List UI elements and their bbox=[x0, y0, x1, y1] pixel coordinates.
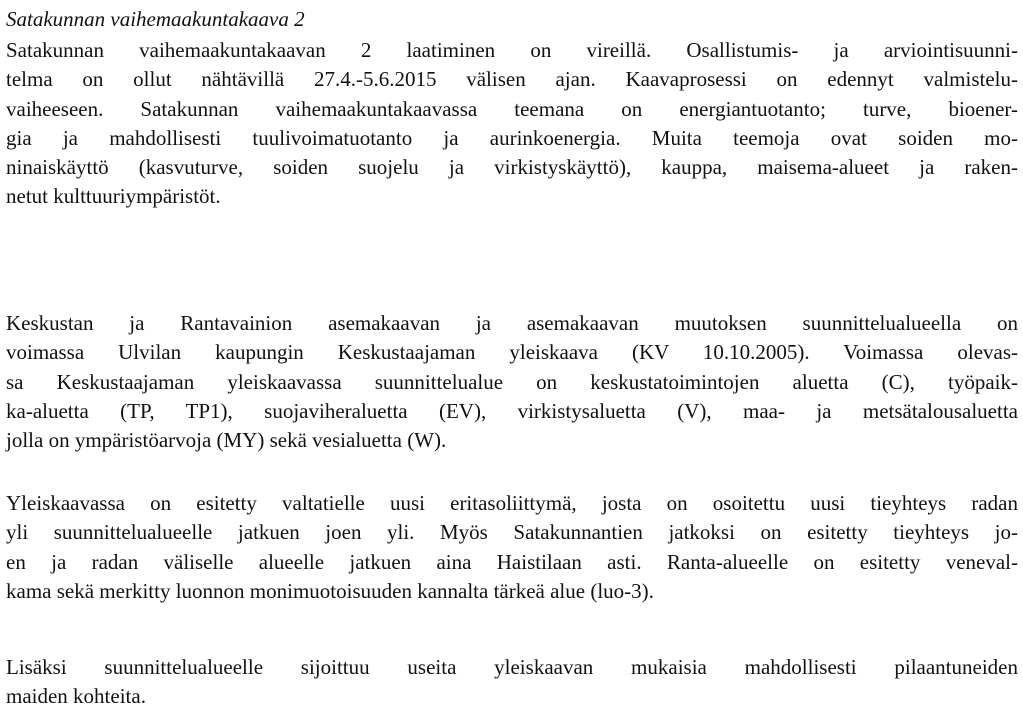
paragraph-tieyhteydet bbox=[6, 489, 1018, 606]
text-line: kama sekä merkitty luonnon monimuotoisuuden kannalta tärkeä alue (luo-3). bbox=[6, 578, 654, 603]
text-line: en ja radan väliselle alueelle jatkuen aina Haistilaan asti. Ranta-alueelle on esitetty veneval- bbox=[6, 549, 1018, 574]
text-line: voimassa Ulvilan kaupungin Keskustaajaman yleiskaava (KV 10.10.2005). Voimassa olevas- bbox=[6, 340, 1018, 365]
text-line: ninaiskäyttö (kasvuturve, soiden suojelu ja virkistyskäyttö), kauppa, maisema-alueet ja raken- bbox=[6, 155, 1018, 180]
text-line: ka-aluetta (TP, TP1), suojaviheraluetta (EV), virkistysaluetta (V), maa- ja metsätalousaluetta bbox=[6, 398, 1018, 423]
paragraph-yleiskaava bbox=[6, 309, 1018, 455]
section-heading: Satakunnan vaihemaakuntakaava 2 bbox=[6, 7, 305, 31]
paragraph-vaihemaakuntakaava bbox=[6, 36, 1018, 212]
paragraph-pilaantuneet-maat bbox=[6, 653, 1018, 712]
text-line: telma on ollut nähtävillä 27.4.-5.6.2015 välisen ajan. Kaavaprosessi on edennyt valmistelu- bbox=[6, 67, 1018, 92]
text-line: netut kulttuuriympäristöt. bbox=[6, 184, 221, 209]
text-line: Keskustan ja Rantavainion asemakaavan ja asemakaavan muutoksen suunnittelualueella on bbox=[6, 311, 1018, 335]
text-line: Satakunnan vaihemaakuntakaavan 2 laatiminen on vireillä. Osallistumis- ja arviointisuunni- bbox=[6, 38, 1018, 62]
text-line: yli suunnittelualueelle jatkuen joen yli. Myös Satakunnantien jatkoksi on esitetty tieyhteys jo- bbox=[6, 520, 1018, 545]
text-line: sa Keskustaajaman yleiskaavassa suunnittelualue on keskustatoimintojen aluetta (C), työpaik- bbox=[6, 369, 1018, 394]
text-line: Lisäksi suunnittelualueelle sijoittuu useita yleiskaavan mukaisia mahdollisesti pilaantuneiden bbox=[6, 655, 1018, 679]
text-line: vaiheeseen. Satakunnan vaihemaakuntakaavassa teemana on energiantuotanto; turve, bioener- bbox=[6, 96, 1018, 121]
text-line: gia ja mahdollisesti tuulivoimatuotanto ja aurinkoenergia. Muita teemoja ovat soiden mo- bbox=[6, 125, 1018, 150]
text-line: maiden kohteita. bbox=[6, 684, 146, 709]
text-line: Yleiskaavassa on esitetty valtatielle uusi eritasoliittymä, josta on osoitettu uusi tieyhteys radan bbox=[6, 491, 1018, 515]
text-line: jolla on ympäristöarvoja (MY) sekä vesialuetta (W). bbox=[6, 428, 447, 453]
